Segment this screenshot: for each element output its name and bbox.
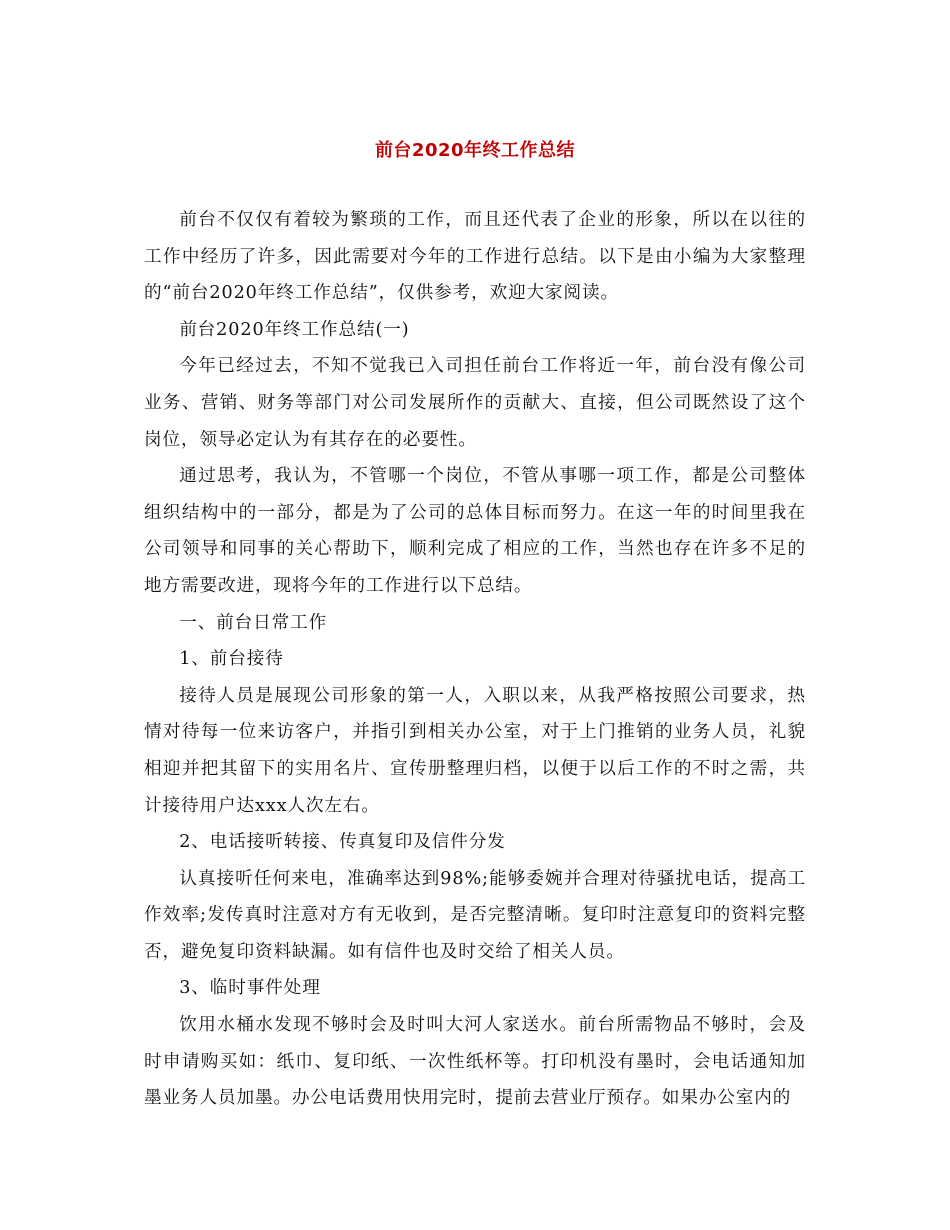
paragraph: 通过思考，我认为，不管哪一个岗位，不管从事哪一项工作，都是公司整体组织结构中的一部分，都是为了公司的总体目标而努力。在这一年的时间里我在公司领导和同事的关心帮助下，顺利完成了相应的工作，当然也存在许多不足的地方需要改进，现将今年的工作进行以下总结。	[144, 466, 806, 596]
document-body	[144, 202, 806, 1117]
section-heading-daily-work: 一、前台日常工作	[179, 612, 328, 633]
subheading-phone-fax: 2、电话接听转接、传真复印及信件分发	[179, 832, 506, 853]
subheading-temporary-events: 3、临时事件处理	[179, 978, 321, 999]
subheading-reception: 1、前台接待	[179, 649, 284, 670]
paragraph: 认真接听任何来电，准确率达到98%;能够委婉并合理对待骚扰电话，提高工作效率;发传真时注意对方有无收到，是否完整清晰。复印时注意复印的资料完整否，避免复印资料缺漏。如有信件也及时交给了相关人员。	[144, 868, 806, 962]
paragraph: 饮用水桶水发现不够时会及时叫大河人家送水。前台所需物品不够时，会及时申请购买如：纸巾、复印纸、一次性纸杯等。打印机没有墨时，会电话通知加墨业务人员加墨。办公电话费用快用完时，提前去营业厅预存。如果办公室内的	[144, 1015, 806, 1109]
document-title: 前台2020年终工作总结	[374, 140, 576, 161]
section-heading-part-one: 前台2020年终工作总结(一)	[179, 319, 410, 340]
paragraph: 接待人员是展现公司形象的第一人，入职以来，从我严格按照公司要求，热情对待每一位来访客户，并指引到相关办公室，对于上门推销的业务人员，礼貌相迎并把其留下的实用名片、宣传册整理归档，以便于以后工作的不时之需，共计接待用户达xxx人次左右。	[144, 685, 806, 816]
intro-paragraph: 前台不仅仅有着较为繁琐的工作，而且还代表了企业的形象，所以在以往的工作中经历了许多，因此需要对今年的工作进行总结。以下是由小编为大家整理的“前台2020年终工作总结”，仅供参考，欢迎大家阅读。	[144, 210, 806, 304]
paragraph: 今年已经过去，不知不觉我已入司担任前台工作将近一年，前台没有像公司业务、营销、财务等部门对公司发展所作的贡献大、直接，但公司既然设了这个岗位，领导必定认为有其存在的必要性。	[144, 356, 806, 450]
